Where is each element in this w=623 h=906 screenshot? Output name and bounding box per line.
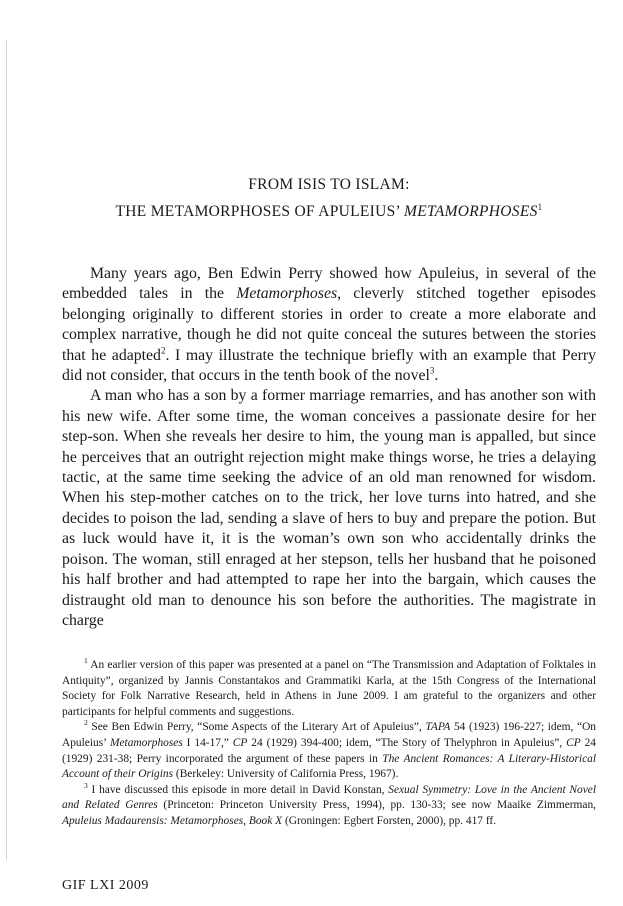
fn2-f: (Berkeley: University of California Press, 1967). — [173, 768, 399, 781]
fn2-b-i: Metamorphoses — [110, 736, 183, 749]
fn3-a-i: Sexual Symmetry: Love in the Ancient Novel and Related Genres — [62, 783, 596, 812]
title-footnote-ref: 1 — [537, 202, 543, 212]
footnote-3 — [62, 780, 597, 830]
footnote-2-number: 2 — [84, 718, 88, 728]
footnote-ref-2: 2 — [160, 345, 166, 356]
fn3-b: (Princeton: Princeton University Press, 1994), pp. 130-33; see now Maaike Zimmerman, — [157, 799, 597, 812]
paragraph-1 — [62, 264, 596, 386]
paragraph-2: A man who has a son by a former marriage remarries, and has another son with his new wife. After some time, the woman conceives a passionate desire for her step-son. When she reveals her desire to him, the young man is appalled, but since he perceives that an outright rejection might make things worse, he tries a delaying tactic, at the same time seeking the advice of an old man renowned for wisdom. When his step-mother catches on to the trick, her love turns into hatred, and she decides to poison the lad, sending a slave of hers to buy and prepare the potion. But as luck would have it, it is the woman’s own son who accidentally drinks the poison. The woman, still enraged at her stepson, tells her husband that he poisoned his half brother and had attempted to rape her into the bargain, which causes the distraught old man to denounce his son before the authorities. The magistrate in charge — [62, 387, 596, 629]
fn2-e-i: The Ancient Romances: A Literary-Historical Account of their Origins — [62, 752, 596, 781]
fn3-a: I have discussed this episode in more detail in David Konstan, — [91, 783, 389, 796]
fn2-e: 24 (1929) 231-38; Perry incorporated the argument of these papers in — [62, 736, 596, 765]
fn3-c: (Groningen: Egbert Forsten, 2000), pp. 417 ff. — [282, 814, 497, 827]
fn3-b-i: Apuleius Madaurensis: Metamorphoses, Book X — [62, 814, 283, 827]
title-line-1: FROM ISIS TO ISLAM: — [248, 176, 410, 193]
footnote-1-text: An earlier version of this paper was presented at a panel on “The Transmission and Adaptation of Folktales in Antiquity”, organized by Jannis Constantakos and Grammatiki Karla, at the 15th Congress of the International Society for Folk Narrative Research, held in Athens in June 2009. I am grateful to the organizers and other participants for helpful comments and suggestions. — [62, 659, 596, 718]
fn2-b: 54 (1923) 196-227; idem, “On Apuleius’ — [62, 721, 596, 749]
title-line-2-prefix: THE METAMORPHOSES OF APULEIUS’ — [115, 203, 405, 221]
fn2-c-i: CP — [232, 736, 248, 749]
p1-text-d: . — [434, 367, 439, 385]
article-title — [62, 174, 596, 223]
body-text — [62, 264, 596, 631]
footnote-3-number: 3 — [84, 780, 88, 790]
fn2-a-i: TAPA — [425, 721, 451, 734]
fn2-c: I 14-17,” — [182, 736, 233, 749]
footnote-1-number: 1 — [84, 656, 88, 666]
title-line-2 — [62, 196, 596, 223]
p1-text-a: Many years ago, Ben Edwin Perry showed how Apuleius, in several of the embedded tales in the — [62, 265, 596, 303]
journal-footer: GIF LXI 2009 — [62, 878, 149, 893]
fn2-d-i: CP — [566, 736, 581, 749]
footnote-2 — [62, 720, 596, 782]
p1-italic-metamorphoses: Metamorphoses — [236, 285, 338, 303]
title-line-2-italic: METAMORPHOSES — [404, 203, 538, 221]
page-edge-line — [6, 40, 7, 860]
p1-text-c: . I may illustrate the technique briefly with an example that Perry did not consider, that occurs in the tenth book of the novel — [62, 346, 596, 385]
fn2-a: See Ben Edwin Perry, “Some Aspects of the Literary Art of Apuleius”, — [91, 721, 426, 734]
footnote-1 — [62, 658, 596, 720]
fn2-d: 24 (1929) 394-400; idem, “The Story of Thelyphron in Apuleius”, — [247, 736, 567, 749]
footnotes — [62, 658, 596, 830]
p1-text-b: , cleverly stitched together episodes belonging originally to different stories in order to create a more elaborate and complex narrative, though he did not quite conceal the sutures between the stories that he adapted — [62, 285, 596, 364]
footnote-ref-3: 3 — [429, 365, 435, 376]
